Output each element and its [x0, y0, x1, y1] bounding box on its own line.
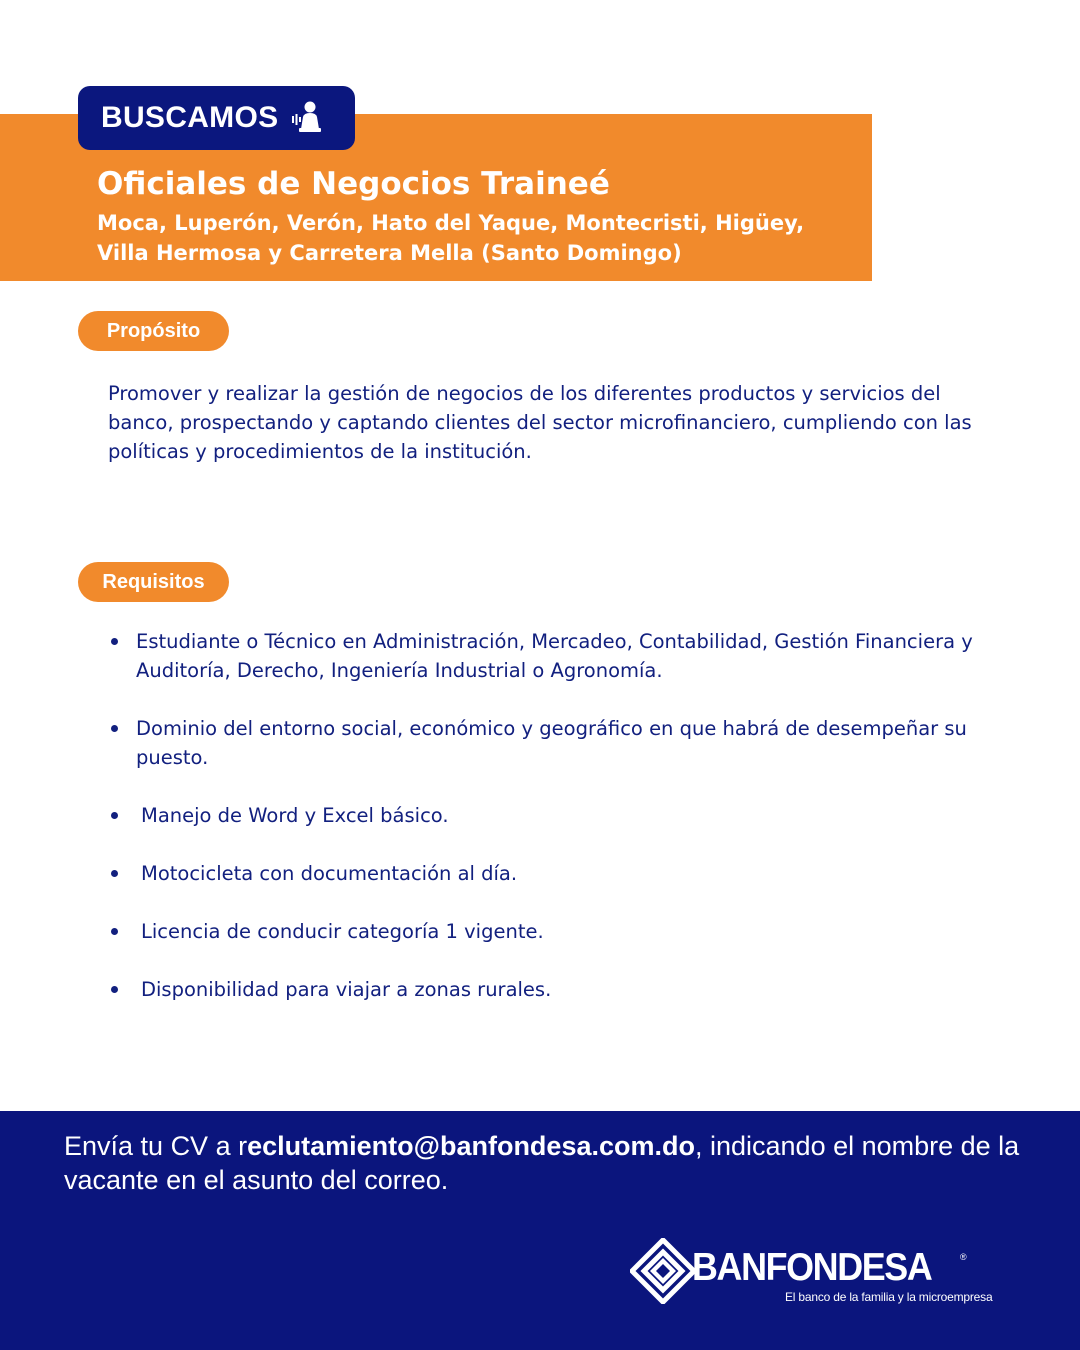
- bullet-icon: [111, 812, 118, 819]
- requirement-text: Disponibilidad para viajar a zonas rurales.: [141, 978, 552, 1001]
- banfondesa-logo: [630, 1238, 1000, 1308]
- job-title: Oficiales de Negocios Traineé: [97, 166, 610, 202]
- requirement-text: Dominio del entorno social, económico y geográfico en que habrá de desempeñar su puesto.: [136, 717, 967, 769]
- cta-prefix: Envía tu CV a r: [64, 1131, 248, 1161]
- purpose-text: Promover y realizar la gestión de negocios de los diferentes productos y servicios del banco, prospectando y captando clientes del sector microfinanciero, cumpliendo con las políticas y procedimientos de la institución.: [108, 382, 972, 463]
- logo-tagline: El banco de la familia y la microempresa: [785, 1290, 993, 1304]
- requirement-text: Motocicleta con documentación al día.: [141, 862, 518, 885]
- job-locations: Moca, Luperón, Verón, Hato del Yaque, Montecristi, Higüey, Villa Hermosa y Carretera Mella (Santo Domingo): [97, 211, 805, 265]
- apply-instructions: [64, 1129, 1024, 1197]
- requirement-text: Estudiante o Técnico en Administración, Mercadeo, Contabilidad, Gestión Financiera y Auditoría, Derecho, Ingeniería Industrial o Agronomía.: [136, 630, 973, 682]
- list-item: [108, 627, 988, 685]
- requirement-text: Manejo de Word y Excel básico.: [141, 804, 449, 827]
- list-item: [108, 859, 988, 888]
- recruitment-email[interactable]: eclutamiento@banfondesa.com.do: [247, 1131, 695, 1161]
- buscamos-label: BUSCAMOS: [101, 101, 279, 134]
- registered-mark: ®: [960, 1252, 967, 1262]
- bullet-icon: [111, 928, 118, 935]
- bullet-icon: [111, 986, 118, 993]
- requirement-text: Licencia de conducir categoría 1 vigente.: [141, 920, 544, 943]
- bullet-icon: [111, 870, 118, 877]
- person-at-desk-icon: [287, 99, 325, 137]
- purpose-section-label: Propósito: [78, 311, 229, 351]
- bullet-icon: [111, 638, 118, 645]
- requirements-list: [108, 627, 988, 1033]
- buscamos-badge: [78, 86, 355, 150]
- cta-suffix: , indicando el nombre de la vacante en el asunto del correo.: [64, 1131, 1020, 1195]
- list-item: [108, 801, 988, 830]
- list-item: [108, 917, 988, 946]
- requirements-section-label: Requisitos: [78, 562, 229, 602]
- bullet-icon: [111, 725, 118, 732]
- logo-wordmark: BANFONDESA: [692, 1246, 932, 1289]
- list-item: [108, 714, 988, 772]
- banfondesa-diamond-icon: [630, 1238, 696, 1304]
- list-item: [108, 975, 988, 1004]
